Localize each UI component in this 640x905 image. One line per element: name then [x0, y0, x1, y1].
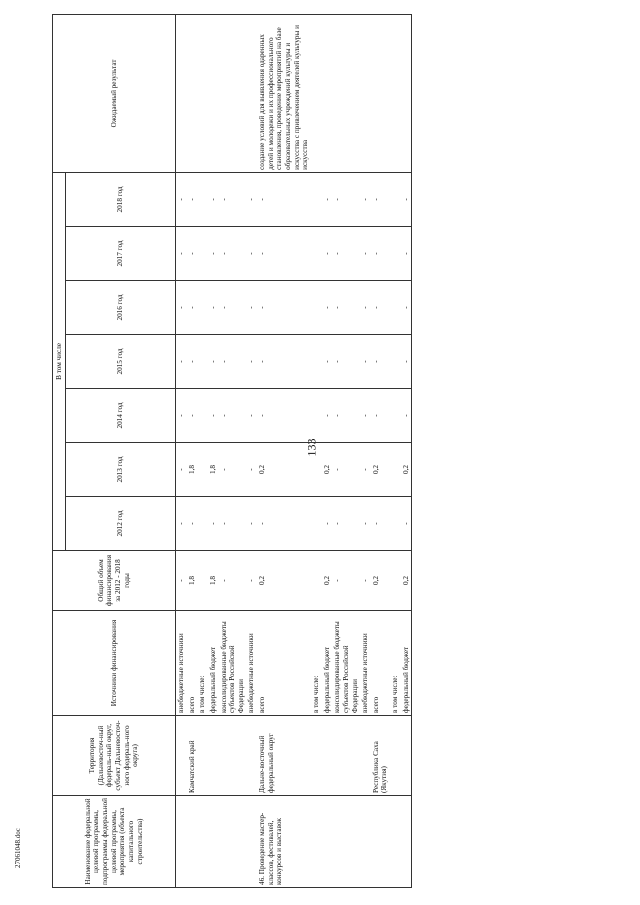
cell-year-2015 — [311, 335, 322, 389]
cell-year-2012: - — [322, 497, 333, 551]
cell-year-2013: 1,8 — [187, 443, 198, 497]
cell-year-2013: - — [360, 443, 371, 497]
table-row — [360, 14, 371, 887]
cell-year-2014: - — [257, 389, 311, 443]
cell-source: федеральный бюджет — [401, 611, 412, 716]
header-year-2015: 2015 год — [66, 335, 176, 389]
table-row — [187, 14, 198, 887]
cell-territory — [197, 716, 208, 796]
cell-year-2012: - — [176, 497, 187, 551]
cell-name — [187, 796, 198, 888]
header-year-2012: 2012 год — [66, 497, 176, 551]
cell-result — [311, 14, 322, 172]
cell-year-2016: - — [176, 281, 187, 335]
cell-year-2013: 0,2 — [401, 443, 412, 497]
cell-name — [390, 796, 401, 888]
cell-source: федеральный бюджет — [322, 611, 333, 716]
cell-result — [187, 14, 198, 172]
cell-year-2016 — [197, 281, 208, 335]
table-row — [401, 14, 412, 887]
cell-total: - — [246, 551, 257, 611]
cell-source: внебюджетные источники — [360, 611, 371, 716]
cell-year-2015: - — [208, 335, 219, 389]
header-year-2016: 2016 год — [66, 281, 176, 335]
cell-year-2012: - — [371, 497, 390, 551]
cell-year-2012: - — [219, 497, 247, 551]
cell-territory: Дальне-восточный федеральный округ — [257, 716, 311, 796]
cell-name — [176, 796, 187, 888]
cell-territory — [390, 716, 401, 796]
table-row — [371, 14, 390, 887]
cell-year-2015: - — [246, 335, 257, 389]
cell-year-2018: - — [219, 172, 247, 226]
cell-year-2012: - — [360, 497, 371, 551]
cell-year-2016: - — [371, 281, 390, 335]
table-row — [219, 14, 247, 887]
cell-year-2018 — [390, 172, 401, 226]
cell-year-2013: - — [176, 443, 187, 497]
cell-year-2016: - — [322, 281, 333, 335]
cell-total: - — [176, 551, 187, 611]
header-year-2014: 2014 год — [66, 389, 176, 443]
table-row — [332, 14, 360, 887]
cell-year-2018: - — [371, 172, 390, 226]
header-territory: Территория (Дальневосточ-ный федераль-ный округ, субъект Дальневосточ-ного федераль-ного округа) — [53, 716, 176, 796]
cell-year-2018 — [311, 172, 322, 226]
cell-name — [332, 796, 360, 888]
cell-year-2014 — [390, 389, 401, 443]
cell-year-2014 — [197, 389, 208, 443]
cell-year-2016: - — [360, 281, 371, 335]
cell-territory — [176, 716, 187, 796]
cell-year-2014: - — [219, 389, 247, 443]
cell-year-2013: - — [246, 443, 257, 497]
table-row — [197, 14, 208, 887]
cell-year-2018: - — [322, 172, 333, 226]
cell-total: 0,2 — [401, 551, 412, 611]
header-row-1 — [53, 14, 66, 887]
cell-year-2014: - — [246, 389, 257, 443]
cell-name — [197, 796, 208, 888]
cell-territory: Республика Саха (Якутия) — [371, 716, 390, 796]
cell-year-2015: - — [401, 335, 412, 389]
cell-source: всего — [187, 611, 198, 716]
page-number: 133 — [304, 438, 319, 457]
cell-year-2013: 0,2 — [257, 443, 311, 497]
cell-year-2014: - — [332, 389, 360, 443]
cell-territory — [401, 716, 412, 796]
financing-table-sheet — [52, 15, 612, 888]
cell-result — [246, 14, 257, 172]
cell-territory — [219, 716, 247, 796]
cell-result — [401, 14, 412, 172]
cell-year-2014 — [311, 389, 322, 443]
cell-result — [371, 14, 390, 172]
cell-year-2017 — [311, 227, 322, 281]
cell-territory — [311, 716, 322, 796]
cell-year-2015: - — [176, 335, 187, 389]
cell-total: - — [332, 551, 360, 611]
table-row — [176, 14, 187, 887]
cell-name — [246, 796, 257, 888]
header-year-2013: 2013 год — [66, 443, 176, 497]
cell-name — [371, 796, 390, 888]
cell-year-2014: - — [371, 389, 390, 443]
cell-result — [176, 14, 187, 172]
cell-year-2017: - — [208, 227, 219, 281]
header-source: Источники финансирования — [53, 611, 176, 716]
cell-year-2018: - — [208, 172, 219, 226]
cell-year-2013: 1,8 — [208, 443, 219, 497]
cell-total: - — [360, 551, 371, 611]
cell-year-2017: - — [371, 227, 390, 281]
cell-name — [401, 796, 412, 888]
cell-year-2015: - — [360, 335, 371, 389]
cell-total: - — [219, 551, 247, 611]
cell-name — [311, 796, 322, 888]
cell-year-2017: - — [257, 227, 311, 281]
cell-year-2012: - — [257, 497, 311, 551]
cell-year-2017: - — [187, 227, 198, 281]
cell-name — [360, 796, 371, 888]
cell-year-2018: - — [176, 172, 187, 226]
cell-source: в том числе: — [390, 611, 401, 716]
cell-source: внебюджетные источники — [176, 611, 187, 716]
doc-footer: 27061048.doc — [14, 828, 22, 868]
cell-total: 0,2 — [257, 551, 311, 611]
cell-result — [322, 14, 333, 172]
cell-year-2017: - — [332, 227, 360, 281]
cell-year-2016: - — [332, 281, 360, 335]
cell-year-2015: - — [187, 335, 198, 389]
cell-result — [208, 14, 219, 172]
cell-year-2017 — [390, 227, 401, 281]
cell-year-2015 — [390, 335, 401, 389]
cell-year-2015 — [197, 335, 208, 389]
cell-year-2013: - — [332, 443, 360, 497]
cell-name — [219, 796, 247, 888]
cell-year-2012: - — [332, 497, 360, 551]
cell-year-2017: - — [176, 227, 187, 281]
cell-source: всего — [371, 611, 390, 716]
cell-total: 0,2 — [371, 551, 390, 611]
cell-year-2017: - — [246, 227, 257, 281]
cell-result — [219, 14, 247, 172]
cell-year-2013: - — [219, 443, 247, 497]
cell-year-2017: - — [322, 227, 333, 281]
cell-year-2014: - — [360, 389, 371, 443]
table-body — [176, 14, 412, 887]
cell-year-2012: - — [208, 497, 219, 551]
cell-total — [390, 551, 401, 611]
cell-year-2012: - — [246, 497, 257, 551]
cell-result — [390, 14, 401, 172]
cell-total — [311, 551, 322, 611]
cell-year-2012: - — [401, 497, 412, 551]
cell-year-2018: - — [246, 172, 257, 226]
cell-year-2018: - — [360, 172, 371, 226]
cell-year-2013: 0,2 — [371, 443, 390, 497]
cell-year-2017: - — [401, 227, 412, 281]
cell-name: 46. Проведение мастер-классов, фестивалей, конкурсов и выставок — [257, 796, 311, 888]
cell-year-2012 — [311, 497, 322, 551]
cell-source: всего — [257, 611, 311, 716]
table-row — [311, 14, 322, 887]
cell-source: в том числе: — [197, 611, 208, 716]
cell-year-2015: - — [332, 335, 360, 389]
cell-year-2015: - — [322, 335, 333, 389]
cell-year-2014: - — [208, 389, 219, 443]
cell-year-2013 — [390, 443, 401, 497]
cell-total: 1,8 — [187, 551, 198, 611]
cell-source: консолидированные бюджеты субъектов Российской Федерации — [332, 611, 360, 716]
cell-year-2013 — [311, 443, 322, 497]
cell-year-2012: - — [187, 497, 198, 551]
header-year-2018: 2018 год — [66, 172, 176, 226]
cell-year-2017: - — [219, 227, 247, 281]
cell-year-2014: - — [401, 389, 412, 443]
cell-year-2016: - — [208, 281, 219, 335]
cell-year-2018: - — [257, 172, 311, 226]
cell-result — [197, 14, 208, 172]
cell-result: создание условий для выявления одаренных детей и молодежи и их профессионального становления, проведение мероприятий на базе образовательных учреждений культуры и искусства с привлечением деятелей культуры и искусства — [257, 14, 311, 172]
cell-total — [197, 551, 208, 611]
table-row — [246, 14, 257, 887]
cell-year-2016: - — [246, 281, 257, 335]
cell-name — [322, 796, 333, 888]
header-result: Ожидаемый результат — [53, 14, 176, 172]
cell-year-2015: - — [219, 335, 247, 389]
cell-total: 1,8 — [208, 551, 219, 611]
cell-year-2015: - — [371, 335, 390, 389]
cell-year-2018: - — [401, 172, 412, 226]
cell-source: внебюджетные источники — [246, 611, 257, 716]
cell-year-2016: - — [187, 281, 198, 335]
cell-source: в том числе: — [311, 611, 322, 716]
header-year-2017: 2017 год — [66, 227, 176, 281]
cell-year-2016: - — [219, 281, 247, 335]
cell-year-2017 — [197, 227, 208, 281]
table-row — [322, 14, 333, 887]
cell-year-2014: - — [187, 389, 198, 443]
cell-year-2016: - — [401, 281, 412, 335]
table-row — [257, 14, 311, 887]
cell-year-2016: - — [257, 281, 311, 335]
cell-territory — [246, 716, 257, 796]
cell-year-2017: - — [360, 227, 371, 281]
cell-result — [360, 14, 371, 172]
cell-source: консолидированные бюджеты субъектов Российской Федерации — [219, 611, 247, 716]
table-row — [390, 14, 401, 887]
cell-territory — [322, 716, 333, 796]
cell-result — [332, 14, 360, 172]
cell-year-2014: - — [176, 389, 187, 443]
cell-year-2012 — [390, 497, 401, 551]
cell-territory: Камчатский край — [187, 716, 198, 796]
cell-territory — [208, 716, 219, 796]
cell-year-2018: - — [332, 172, 360, 226]
header-total: Общий объем финансирования за 2012 - 2018 годы — [53, 551, 176, 611]
cell-territory — [332, 716, 360, 796]
header-name: Наименование федеральной целевой программы, подпрограммы федеральной целевой программы, мероприятия (объекта капитального строительства) — [53, 796, 176, 888]
cell-source: федеральный бюджет — [208, 611, 219, 716]
cell-name — [208, 796, 219, 888]
header-incl: В том числе — [53, 172, 66, 550]
cell-year-2015: - — [257, 335, 311, 389]
cell-year-2013: 0,2 — [322, 443, 333, 497]
cell-year-2014: - — [322, 389, 333, 443]
cell-territory — [360, 716, 371, 796]
financing-table — [52, 14, 412, 888]
cell-year-2016 — [390, 281, 401, 335]
table-row — [208, 14, 219, 887]
cell-year-2012 — [197, 497, 208, 551]
cell-year-2018 — [197, 172, 208, 226]
cell-year-2018: - — [187, 172, 198, 226]
cell-year-2013 — [197, 443, 208, 497]
cell-total: 0,2 — [322, 551, 333, 611]
cell-year-2016 — [311, 281, 322, 335]
